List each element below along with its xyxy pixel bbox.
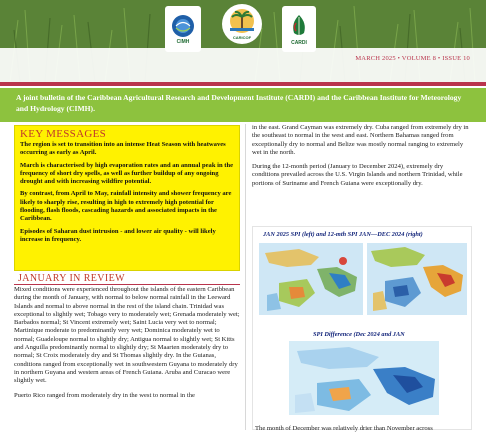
key-message-item: Episodes of Saharan dust intrusion - and lower air quality - will likely increase in frequency. bbox=[20, 227, 216, 243]
caribbean-climate-logo bbox=[222, 4, 262, 44]
cardi-logo bbox=[282, 6, 316, 52]
spi-map-caption-top: JAN 2025 SPI (left) and 12-mth SPI JAN—DEC 2024 (right) bbox=[263, 231, 423, 238]
joint-bulletin-band: A joint bulletin of the Caribbean Agricultural Research and Development Institute (CARDI) and the Caribbean Institute for Meteorology and Hydrology (CIMH). bbox=[0, 88, 486, 122]
key-messages-box bbox=[14, 125, 240, 271]
key-message-item: The region is set to transition into an intense Heat Season with heatwaves occurring as early as April. bbox=[20, 141, 226, 157]
right-column-footer-text: The month of December was relatively drier than November across bbox=[255, 425, 433, 432]
key-message-item: March is characterised by high evaporation rates and an annual peak in the frequency of short dry spells, as well as further buildup of any ongoing drought and with increasing wildfire potential. bbox=[20, 161, 234, 186]
january-review-body bbox=[14, 286, 240, 406]
accent-divider bbox=[0, 82, 486, 86]
spi-difference-map bbox=[289, 341, 439, 415]
spi-map-caption-bottom: SPI Difference (Dec 2024 and JAN bbox=[313, 331, 405, 338]
cimh-globe-icon bbox=[171, 14, 195, 38]
review-paragraph: During the 12-month period (January to December 2024), extremely dry conditions prevailed across the U.S. Virgin Islands and northern Trinidad, while portions of Suriname and French Guiana were exceptionally dry. bbox=[252, 163, 463, 187]
palm-tree-icon bbox=[227, 8, 257, 34]
column-divider bbox=[245, 124, 246, 430]
cimh-logo bbox=[165, 6, 201, 52]
spi-map-12-month bbox=[367, 243, 467, 315]
cardi-logo-label: CARDI bbox=[291, 39, 307, 46]
right-column-body bbox=[252, 124, 472, 194]
section-rule bbox=[14, 284, 240, 285]
key-message-item: By contrast, from April to May, rainfall intensity and shower frequency are likely to sharply rise, resulting in high to extremely high potential for flooding, flash floods, cascading hazards and associated impacts in the Caribbean. bbox=[20, 190, 232, 223]
cardi-leaf-icon bbox=[288, 13, 310, 39]
issue-line: MARCH 2025 • VOLUME 8 • ISSUE 10 bbox=[355, 55, 470, 62]
review-paragraph: Puerto Rico ranged from moderately dry in the west to normal in the bbox=[14, 391, 195, 399]
key-messages-title: KEY MESSAGES bbox=[20, 128, 107, 140]
spi-map-panel bbox=[252, 226, 472, 430]
review-paragraph: in the east. Grand Cayman was extremely dry. Cuba ranged from extremely dry in the southeast to normal in the west and east. Northern Bahamas ranged from exceptionally dry to normal and Belize was mostly normal ranging to extremely wet in the north. bbox=[252, 124, 469, 156]
review-paragraph: Mixed conditions were experienced throughout the islands of the eastern Caribbean during the month of January, with normal to below normal rainfall in the Leeward Islands and normal to above normal in the rest of the island chain. Trinidad was exceptional to slightly wet; Tobago very to moderately wet; Grenada moderately wet; Barbados normal; St Vincent extremely wet; Saint Lucia very wet to normal; Martinique moderate to predominantly very wet; Dominica moderately wet to normal; Guadeloupe normal to slightly dry; Antigua normal to slightly wet; St Kitts and Anguilla predominantly normal to slightly dry; St Maarten moderately dry to normal; St Croix moderately dry and St Thomas slightly dry. In the Guianas, conditions ranged from exceptionally wet in southwestern Guyana to moderately dry in northern Guyana and western areas of French Guiana. Aruba and Curacao were slightly wet. bbox=[14, 286, 240, 385]
caricof-logo-label: CARICOF bbox=[232, 35, 252, 40]
header-banner bbox=[0, 0, 486, 82]
january-review-title: JANUARY IN REVIEW bbox=[18, 273, 125, 284]
cimh-logo-label: CIMH bbox=[176, 38, 190, 45]
spi-map-jan-2025 bbox=[259, 243, 363, 315]
